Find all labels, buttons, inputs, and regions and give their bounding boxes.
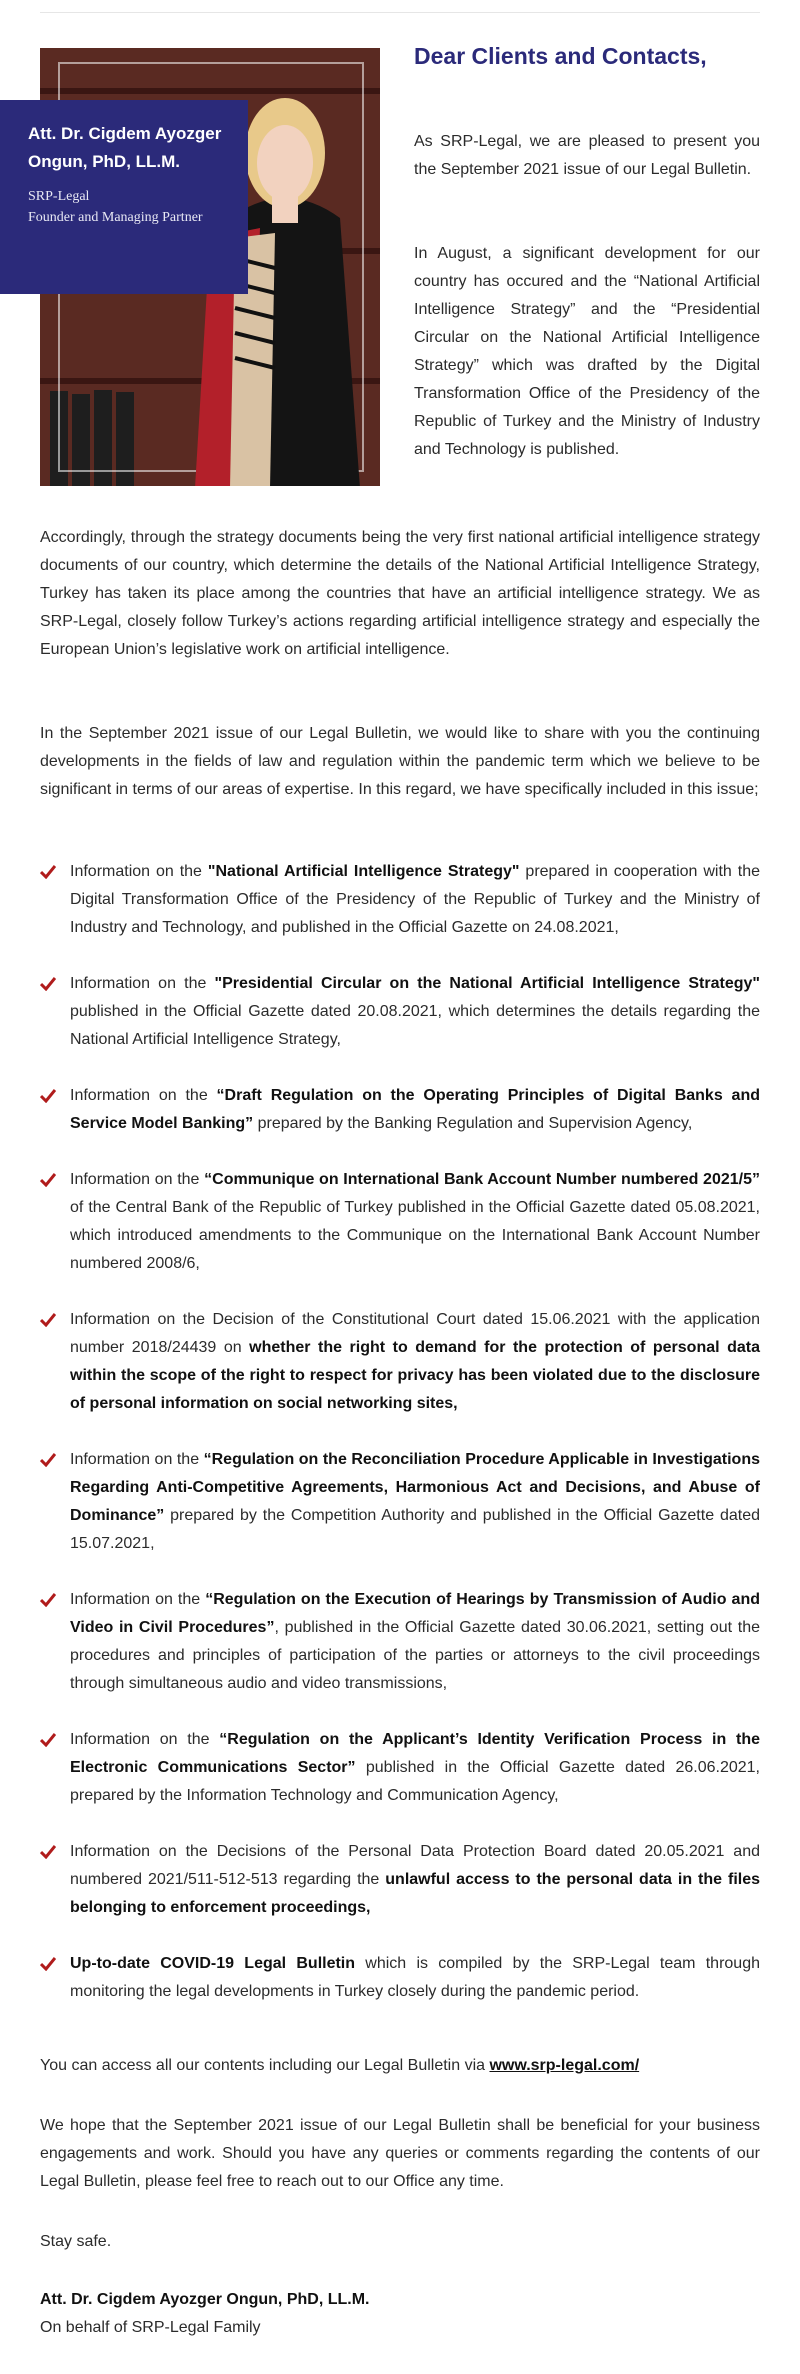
intro-paragraph-1: As SRP-Legal, we are pleased to present you the September 2021 issue of our Legal Bulletin. [414,133,760,178]
list-item: Information on the “Communique on International Bank Account Number numbered 2021/5” of the Central Bank of the Republic of Turkey published in the Official Gazette dated 05.08.2021, which introduced amendments to the Communique on the International Bank Account Number numbered 2008/6, [40,1166,760,1278]
profile-name: Att. Dr. Cigdem Ayozger Ongun, PhD, LL.M. [28,124,222,171]
checkmark-icon [40,1089,56,1103]
top-divider [40,12,760,13]
contents-list [40,858,760,2034]
checkmark-icon [40,1593,56,1607]
website-link[interactable]: www.srp-legal.com/ [489,2057,640,2074]
checkmark-icon [40,1313,56,1327]
profile-role: Founder and Managing Partner [28,210,203,225]
list-item: Information on the “Regulation on the Applicant’s Identity Verification Process in the Electronic Communications Sector” published in the Official Gazette dated 26.06.2021, prepared by the Information Technology and Communication Agency, [40,1726,760,1810]
access-line: You can access all our contents including our Legal Bulletin via www.srp-legal.com/ [40,2057,640,2074]
checkmark-icon [40,1173,56,1187]
checkmark-icon [40,1453,56,1467]
intro-paragraph-3: Accordingly, through the strategy documents being the very first national artificial intelligence strategy documents of our country, which determine the details of the National Artificial Intelligence Strategy, Turkey has taken its place among the countries that have an artificial intelligence strategy. We as SRP-Legal, closely follow Turkey’s actions regarding artificial intelligence strategy and especially the European Union’s legislative work on artificial intelligence. [40,529,760,658]
list-item: Information on the “Regulation on the Reconciliation Procedure Applicable in Investigations Regarding Anti-Competitive Agreements, Harmonious Act and Decisions, and Abuse of Dominance” prepared by the Competition Authority and published in the Official Gazette dated 15.07.2021, [40,1446,760,1558]
profile-name-card [0,100,248,294]
list-item: Information on the "Presidential Circular on the National Artificial Intelligence Strategy" published in the Official Gazette dated 20.08.2021, which determines the details regarding the National Artificial Intelligence Strategy, [40,970,760,1054]
list-item: Information on the “Regulation on the Execution of Hearings by Transmission of Audio and Video in Civil Procedures”, published in the Official Gazette dated 30.06.2021, setting out the procedures and principles of participation of the parties or attorneys to the civil proceedings through simultaneous audio and video transmissions, [40,1586,760,1698]
checkmark-icon [40,1733,56,1747]
intro-paragraph-2: In August, a significant development for our country has occured and the “National Artificial Intelligence Strategy” and the “Presidential Circular on the National Artificial Intelligence Strategy” which was drafted by the Digital Transformation Office of the Presidency of the Republic of Turkey and the Ministry of Industry and Technology is published. [414,245,760,458]
closing-paragraph: We hope that the September 2021 issue of our Legal Bulletin shall be beneficial for your business engagements and work. Should you have any queries or comments regarding the contents of our Legal Bulletin, please feel free to reach out to our Office any time. [40,2117,760,2190]
signature-name: Att. Dr. Cigdem Ayozger Ongun, PhD, LL.M. [40,2291,370,2308]
profile-firm: SRP-Legal [28,189,90,204]
checkmark-icon [40,865,56,879]
checkmark-icon [40,1957,56,1971]
letter-heading: Dear Clients and Contacts, [414,43,707,69]
list-item: Information on the Decision of the Constitutional Court dated 15.06.2021 with the application number 2018/24439 on whether the right to demand for the protection of personal data within the scope of the right to respect for privacy has been violated due to the disclosure of personal information on social networking sites, [40,1306,760,1418]
intro-paragraph-4: In the September 2021 issue of our Legal Bulletin, we would like to share with you the continuing developments in the fields of law and regulation within the pandemic term which we believe to be significant in terms of our areas of expertise. In this regard, we have specifically included in this issue; [40,725,760,798]
list-item: Information on the "National Artificial Intelligence Strategy" prepared in cooperation with the Digital Transformation Office of the Presidency of the Republic of Turkey and the Ministry of Industry and Technology, and published in the Official Gazette on 24.08.2021, [40,858,760,942]
list-item: Up-to-date COVID-19 Legal Bulletin which is compiled by the SRP-Legal team through monitoring the legal developments in Turkey closely during the pandemic period. [40,1950,760,2006]
checkmark-icon [40,1845,56,1859]
list-item: Information on the “Draft Regulation on the Operating Principles of Digital Banks and Service Model Banking” prepared by the Banking Regulation and Supervision Agency, [40,1082,760,1138]
stay-safe: Stay safe. [40,2233,112,2250]
checkmark-icon [40,977,56,991]
signature-line: On behalf of SRP-Legal Family [40,2319,261,2336]
list-item: Information on the Decisions of the Personal Data Protection Board dated 20.05.2021 and numbered 2021/511-512-513 regarding the unlawful access to the personal data in the files belonging to enforcement proceedings, [40,1838,760,1922]
